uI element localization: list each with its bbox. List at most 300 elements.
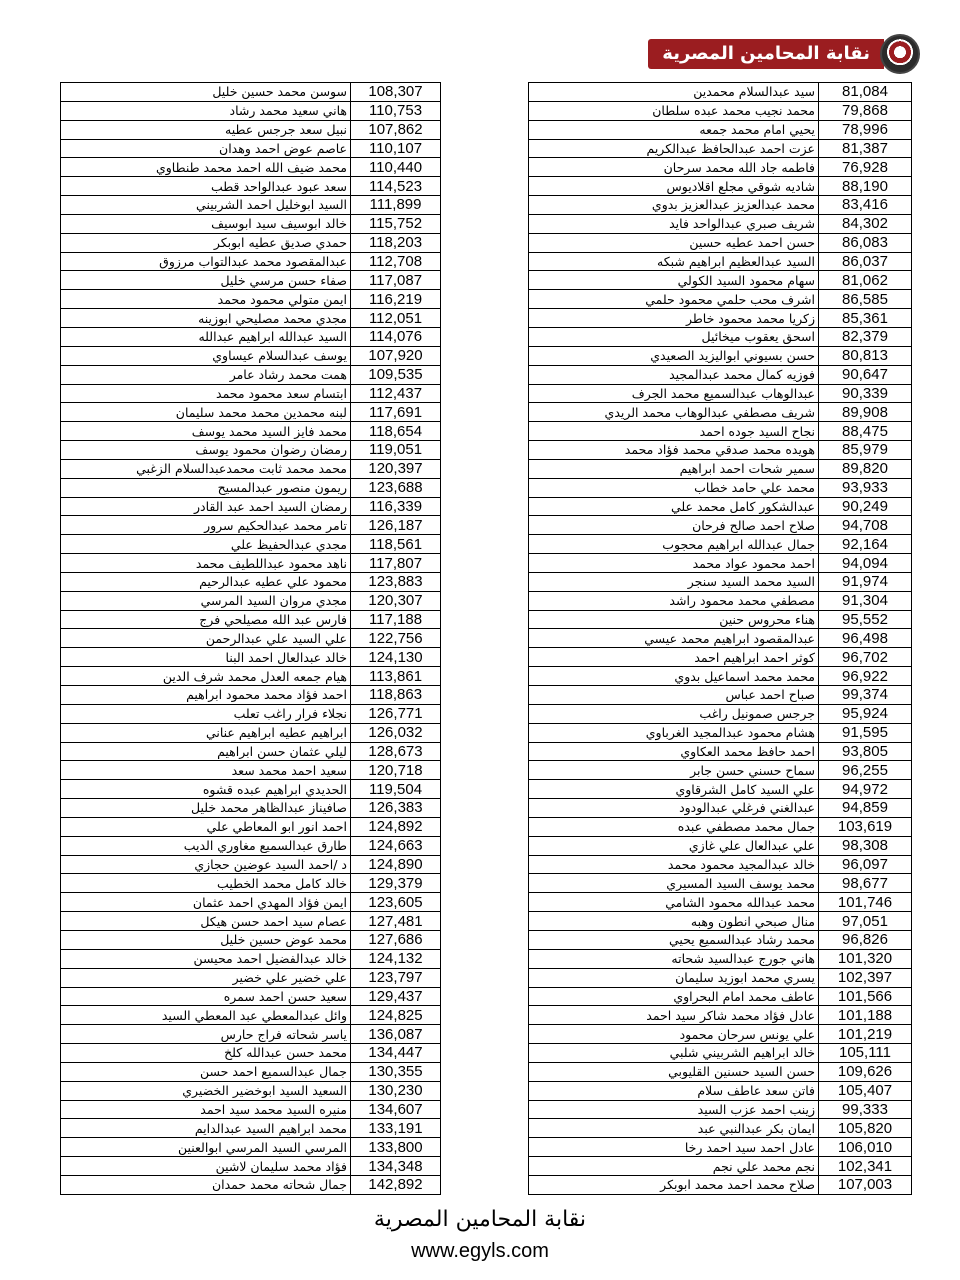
table-row <box>529 346 912 365</box>
registration-number: 98,308 <box>819 836 912 855</box>
member-name: صلاح احمد صالح فرحان <box>529 516 819 535</box>
table-row <box>61 403 441 422</box>
member-name: خالد عبدالعال احمد البنا <box>61 648 351 667</box>
table-row <box>61 459 441 478</box>
registration-number: 118,561 <box>351 535 441 554</box>
member-name: حسن بسيوني ابواليزيد الصعيدي <box>529 346 819 365</box>
member-name: محمد حسن عبدالله كلخ <box>61 1044 351 1063</box>
member-name: د /احمد السيد عوضين حجازي <box>61 855 351 874</box>
registration-number: 102,341 <box>819 1157 912 1176</box>
registration-number: 102,397 <box>819 968 912 987</box>
table-row <box>529 459 912 478</box>
registration-number: 96,498 <box>819 629 912 648</box>
registration-number: 97,051 <box>819 912 912 931</box>
table-row <box>61 1119 441 1138</box>
registration-number: 128,673 <box>351 742 441 761</box>
registration-number: 88,190 <box>819 177 912 196</box>
table-row <box>529 516 912 535</box>
member-name: علي يونس سرحان محمود <box>529 1025 819 1044</box>
registration-number: 76,928 <box>819 158 912 177</box>
table-row <box>529 648 912 667</box>
table-row <box>529 327 912 346</box>
registration-number: 96,702 <box>819 648 912 667</box>
table-row <box>61 893 441 912</box>
table-row <box>61 704 441 723</box>
table-row <box>529 667 912 686</box>
table-row <box>61 1138 441 1157</box>
table-row <box>61 478 441 497</box>
table-row <box>529 252 912 271</box>
table-row <box>61 233 441 252</box>
member-name: علي السيد علي عبدالرحمن <box>61 629 351 648</box>
table-row <box>529 704 912 723</box>
table-row <box>61 987 441 1006</box>
member-name: هاني سعيد محمد رشاد <box>61 101 351 120</box>
registration-number: 105,407 <box>819 1081 912 1100</box>
registration-number: 134,447 <box>351 1044 441 1063</box>
member-name: فؤاد محمد سليمان لاشين <box>61 1157 351 1176</box>
table-row <box>61 629 441 648</box>
registration-number: 120,397 <box>351 459 441 478</box>
table-row <box>529 912 912 931</box>
member-name: محمد محمد ثابت محمدعبدالسلام الزغبي <box>61 459 351 478</box>
member-name: جمال عبدالله ابراهيم محجوب <box>529 535 819 554</box>
table-row <box>61 535 441 554</box>
registration-number: 133,191 <box>351 1119 441 1138</box>
member-name: جمال عبدالسميع احمد حسن <box>61 1062 351 1081</box>
member-name: صافيناز عبدالظاهر محمد خليل <box>61 799 351 818</box>
member-name: السيد محمد السيد سنجر <box>529 572 819 591</box>
table-row <box>61 968 441 987</box>
right-list-table <box>528 82 912 1195</box>
registration-number: 86,083 <box>819 233 912 252</box>
table-row <box>61 158 441 177</box>
registration-number: 99,374 <box>819 686 912 705</box>
registration-number: 86,037 <box>819 252 912 271</box>
footer-url[interactable]: www.egyls.com <box>411 1240 549 1262</box>
table-row <box>61 290 441 309</box>
registration-number: 119,051 <box>351 441 441 460</box>
member-name: عبدالمقصود محمد عبدالتواب مرزوق <box>61 252 351 271</box>
member-name: ايمن متولي محمود محمد <box>61 290 351 309</box>
member-name: ياسر شحاته فراج حارس <box>61 1025 351 1044</box>
member-name: خالد عبدالمجيد محمود محمد <box>529 855 819 874</box>
registration-number: 107,862 <box>351 120 441 139</box>
registration-number: 94,708 <box>819 516 912 535</box>
registration-number: 124,890 <box>351 855 441 874</box>
table-row <box>529 309 912 328</box>
registration-number: 113,861 <box>351 667 441 686</box>
member-name: احمد حافظ محمد العكاوي <box>529 742 819 761</box>
table-row <box>61 686 441 705</box>
registration-number: 95,924 <box>819 704 912 723</box>
registration-number: 130,355 <box>351 1062 441 1081</box>
registration-number: 134,348 <box>351 1157 441 1176</box>
registration-number: 127,686 <box>351 930 441 949</box>
table-row <box>529 233 912 252</box>
member-name: صفاء حسن مرسي خليل <box>61 271 351 290</box>
registration-number: 96,826 <box>819 930 912 949</box>
table-row <box>61 1062 441 1081</box>
member-name: حمدي صديق عطيه ابوبكر <box>61 233 351 252</box>
table-row <box>61 441 441 460</box>
registration-number: 90,647 <box>819 365 912 384</box>
member-name: ليلي عثمان حسن ابراهيم <box>61 742 351 761</box>
registration-number: 91,304 <box>819 591 912 610</box>
registration-number: 82,379 <box>819 327 912 346</box>
registration-number: 123,605 <box>351 893 441 912</box>
member-name: جرجس صمونيل راغب <box>529 704 819 723</box>
registration-number: 118,863 <box>351 686 441 705</box>
registration-number: 81,084 <box>819 83 912 102</box>
registration-number: 105,111 <box>819 1044 912 1063</box>
table-row <box>529 686 912 705</box>
member-name: شريف مصطفي عبدالوهاب محمد الريدي <box>529 403 819 422</box>
registration-number: 94,859 <box>819 799 912 818</box>
registration-number: 110,107 <box>351 139 441 158</box>
table-row <box>61 912 441 931</box>
registration-number: 110,440 <box>351 158 441 177</box>
member-name: رمضان رضوان محمود يوسف <box>61 441 351 460</box>
member-name: منيره السيد محمد سيد احمد <box>61 1100 351 1119</box>
registration-number: 78,996 <box>819 120 912 139</box>
registration-number: 91,595 <box>819 723 912 742</box>
table-row <box>61 836 441 855</box>
table-row <box>529 761 912 780</box>
member-name: عادل احمد سيد احمد رخا <box>529 1138 819 1157</box>
registration-number: 93,933 <box>819 478 912 497</box>
registration-number: 103,619 <box>819 817 912 836</box>
member-name: احمد فؤاد محمد محمود ابراهيم <box>61 686 351 705</box>
table-row <box>529 120 912 139</box>
table-row <box>529 158 912 177</box>
table-row <box>61 1081 441 1100</box>
member-name: محمد فايز السيد محمد يوسف <box>61 422 351 441</box>
registration-number: 85,979 <box>819 441 912 460</box>
registration-number: 101,188 <box>819 1006 912 1025</box>
table-row <box>61 252 441 271</box>
member-name: محمود علي عطيه عبدالرحيم <box>61 572 351 591</box>
table-row <box>61 667 441 686</box>
member-name: علي خضير علي خضير <box>61 968 351 987</box>
registration-number: 112,051 <box>351 309 441 328</box>
registration-number: 114,076 <box>351 327 441 346</box>
member-name: خالد كامل محمد الخطيب <box>61 874 351 893</box>
member-name: اسحق يعقوب ميخائيل <box>529 327 819 346</box>
registration-number: 109,535 <box>351 365 441 384</box>
member-name: لبنه محمدين محمد محمد سليمان <box>61 403 351 422</box>
registration-number: 107,920 <box>351 346 441 365</box>
member-name: محمد عبدالله محمود الشامي <box>529 893 819 912</box>
member-name: ناهد محمود عبداللطيف محمد <box>61 554 351 573</box>
registration-number: 119,504 <box>351 780 441 799</box>
table-row <box>61 346 441 365</box>
registration-number: 101,566 <box>819 987 912 1006</box>
registration-number: 94,972 <box>819 780 912 799</box>
member-name: محمد ضيف الله احمد محمد طنطاوي <box>61 158 351 177</box>
registration-number: 92,164 <box>819 535 912 554</box>
table-row <box>529 742 912 761</box>
registration-number: 88,475 <box>819 422 912 441</box>
member-name: طارق عبدالسميع مغاوري الديب <box>61 836 351 855</box>
header <box>648 36 920 72</box>
table-row <box>529 1062 912 1081</box>
member-name: سمير شحات احمد ابراهيم <box>529 459 819 478</box>
member-name: سعيد حسن احمد سمره <box>61 987 351 1006</box>
member-name: خالد ابراهيم الشربيني شلبي <box>529 1044 819 1063</box>
table-row <box>61 139 441 158</box>
registration-number: 89,908 <box>819 403 912 422</box>
registration-number: 84,302 <box>819 214 912 233</box>
member-name: رمضان السيد احمد عبد القادر <box>61 497 351 516</box>
member-name: عبدالمقصود ابراهيم محمد عيسي <box>529 629 819 648</box>
registration-number: 96,922 <box>819 667 912 686</box>
member-name: همت محمد رشاد عامر <box>61 365 351 384</box>
registration-number: 124,825 <box>351 1006 441 1025</box>
member-name: مجدي محمد مصليحي ابوزينه <box>61 309 351 328</box>
table-row <box>61 1006 441 1025</box>
registration-number: 123,883 <box>351 572 441 591</box>
member-name: عزت احمد عبدالحافظ عبدالكريم <box>529 139 819 158</box>
table-row <box>529 497 912 516</box>
member-name: عصام سيد احمد حسن هيكل <box>61 912 351 931</box>
member-name: احمد محمود عواد محمد <box>529 554 819 573</box>
header-title: نقابة المحامين المصرية <box>648 39 884 69</box>
member-name: علي عبدالعال علي غازي <box>529 836 819 855</box>
registration-number: 120,718 <box>351 761 441 780</box>
member-name: جمال محمد مصطفي عبده <box>529 817 819 836</box>
member-name: نجم محمد علي نجم <box>529 1157 819 1176</box>
registration-number: 136,087 <box>351 1025 441 1044</box>
member-name: عبدالغني فرغلي عبدالودود <box>529 799 819 818</box>
member-name: جمال شحاته محمد حمدان <box>61 1175 351 1194</box>
member-name: محمد عبدالعزيز عبدالعزيز بدوي <box>529 196 819 215</box>
member-name: نبيل سعد جرجس عطيه <box>61 120 351 139</box>
table-row <box>529 1157 912 1176</box>
table-row <box>61 214 441 233</box>
table-row <box>529 629 912 648</box>
table-row <box>61 572 441 591</box>
registration-number: 117,087 <box>351 271 441 290</box>
table-row <box>61 855 441 874</box>
member-name: علي السيد كامل الشرقاوي <box>529 780 819 799</box>
table-row <box>529 1044 912 1063</box>
registration-number: 123,688 <box>351 478 441 497</box>
member-name: نجاح السيد جوده احمد <box>529 422 819 441</box>
table-row <box>529 855 912 874</box>
registration-number: 120,307 <box>351 591 441 610</box>
syndicate-logo-icon <box>880 34 920 74</box>
member-name: صلاح محمد احمد محمد ابوبكر <box>529 1175 819 1194</box>
registration-number: 81,062 <box>819 271 912 290</box>
member-name: يوسف عبدالسلام عيساوي <box>61 346 351 365</box>
registration-number: 80,813 <box>819 346 912 365</box>
table-row <box>61 1175 441 1194</box>
table-row <box>61 384 441 403</box>
table-row <box>61 930 441 949</box>
table-row <box>529 723 912 742</box>
member-name: حسن السيد حسنين القليوبي <box>529 1062 819 1081</box>
table-row <box>61 1025 441 1044</box>
registration-number: 129,379 <box>351 874 441 893</box>
member-name: عادل فؤاد محمد شاكر سيد احمد <box>529 1006 819 1025</box>
table-row <box>529 422 912 441</box>
member-name: يحيي امام محمد جمعه <box>529 120 819 139</box>
registration-number: 101,746 <box>819 893 912 912</box>
member-name: محمد نجيب محمد عبده سلطان <box>529 101 819 120</box>
table-row <box>61 196 441 215</box>
member-name: هيام جمعه العدل محمد شرف الدين <box>61 667 351 686</box>
table-row <box>61 101 441 120</box>
table-row <box>61 874 441 893</box>
member-name: زكريا محمد محمود خاطر <box>529 309 819 328</box>
member-name: ابراهيم عطيه ابراهيم عناني <box>61 723 351 742</box>
registration-number: 114,523 <box>351 177 441 196</box>
member-name: السيد ابوخليل احمد الشربيني <box>61 196 351 215</box>
table-row <box>61 309 441 328</box>
registration-number: 86,585 <box>819 290 912 309</box>
registration-number: 116,339 <box>351 497 441 516</box>
registration-number: 126,187 <box>351 516 441 535</box>
member-name: سعد عبود عبدالواحد قطب <box>61 177 351 196</box>
table-row <box>529 290 912 309</box>
table-row <box>529 799 912 818</box>
table-row <box>529 177 912 196</box>
member-name: احمد انور ابو المعاطي علي <box>61 817 351 836</box>
registration-number: 81,387 <box>819 139 912 158</box>
table-row <box>529 930 912 949</box>
member-name: منال صبحي انطون وهبه <box>529 912 819 931</box>
registration-number: 118,203 <box>351 233 441 252</box>
registration-number: 112,708 <box>351 252 441 271</box>
registration-number: 96,097 <box>819 855 912 874</box>
table-row <box>529 572 912 591</box>
registration-number: 91,974 <box>819 572 912 591</box>
table-row <box>529 1081 912 1100</box>
member-name: تامر محمد عبدالحكيم سرور <box>61 516 351 535</box>
table-row <box>61 83 441 102</box>
member-name: اشرف محب حلمي محمود حلمي <box>529 290 819 309</box>
member-name: خالد عبدالفضيل احمد محيسن <box>61 949 351 968</box>
member-name: مجدي عبدالحفيظ علي <box>61 535 351 554</box>
table-row <box>61 591 441 610</box>
table-row <box>61 271 441 290</box>
table-row <box>61 1100 441 1119</box>
table-row <box>61 723 441 742</box>
registration-number: 96,255 <box>819 761 912 780</box>
member-name: عاصم عوض احمد وهدان <box>61 139 351 158</box>
registration-number: 79,868 <box>819 101 912 120</box>
table-row <box>529 1138 912 1157</box>
table-row <box>61 610 441 629</box>
registration-number: 116,219 <box>351 290 441 309</box>
member-name: ايمان بكر عبدالنبي عبد <box>529 1119 819 1138</box>
table-row <box>529 196 912 215</box>
table-row <box>61 1044 441 1063</box>
registration-number: 115,752 <box>351 214 441 233</box>
member-name: فوزيه كمال محمد عبدالمجيد <box>529 365 819 384</box>
member-name: فارس عبد الله مصيلحي فرج <box>61 610 351 629</box>
registration-number: 107,003 <box>819 1175 912 1194</box>
registration-number: 142,892 <box>351 1175 441 1194</box>
member-name: هناء محروس حنين <box>529 610 819 629</box>
registration-number: 109,626 <box>819 1062 912 1081</box>
registration-number: 117,807 <box>351 554 441 573</box>
table-row <box>61 422 441 441</box>
registration-number: 83,416 <box>819 196 912 215</box>
table-row <box>529 817 912 836</box>
registration-number: 124,132 <box>351 949 441 968</box>
member-name: ايمن فؤاد المهدي احمد عثمان <box>61 893 351 912</box>
table-row <box>529 384 912 403</box>
registration-number: 101,219 <box>819 1025 912 1044</box>
registration-number: 130,230 <box>351 1081 441 1100</box>
member-name: شاديه شوقي مجلع اقلاديوس <box>529 177 819 196</box>
member-name: هشام محمود عبدالمجيد الغرباوي <box>529 723 819 742</box>
member-name: محمد ابراهيم السيد عبدالدايم <box>61 1119 351 1138</box>
table-row <box>529 780 912 799</box>
registration-number: 118,654 <box>351 422 441 441</box>
table-row <box>529 478 912 497</box>
table-row <box>529 441 912 460</box>
registration-number: 90,249 <box>819 497 912 516</box>
member-name: صباح احمد عباس <box>529 686 819 705</box>
table-row <box>529 101 912 120</box>
table-row <box>61 516 441 535</box>
table-row <box>529 968 912 987</box>
table-row <box>61 780 441 799</box>
registration-number: 106,010 <box>819 1138 912 1157</box>
member-name: عبدالوهاب عبدالسميع محمد الجرف <box>529 384 819 403</box>
member-name: سيد عبدالسلام محمدين <box>529 83 819 102</box>
table-row <box>61 497 441 516</box>
member-name: فاطمه جاد الله محمد سرحان <box>529 158 819 177</box>
registration-number: 126,771 <box>351 704 441 723</box>
table-row <box>529 403 912 422</box>
registration-number: 99,333 <box>819 1100 912 1119</box>
member-name: ابتسام سعد محمود محمد <box>61 384 351 403</box>
member-name: محمد عوض حسين خليل <box>61 930 351 949</box>
registration-number: 105,820 <box>819 1119 912 1138</box>
table-row <box>61 120 441 139</box>
registration-number: 117,691 <box>351 403 441 422</box>
registration-number: 117,188 <box>351 610 441 629</box>
table-row <box>529 554 912 573</box>
table-row <box>529 874 912 893</box>
member-name: سماح حسني حسن جابر <box>529 761 819 780</box>
member-name: سهام محمود السيد الكولي <box>529 271 819 290</box>
member-name: السيد عبدالله ابراهيم عبدالله <box>61 327 351 346</box>
member-name: شريف صبري عبدالواحد فايد <box>529 214 819 233</box>
registration-number: 110,753 <box>351 101 441 120</box>
registration-number: 124,892 <box>351 817 441 836</box>
table-row <box>61 327 441 346</box>
table-row <box>61 177 441 196</box>
table-row <box>61 554 441 573</box>
member-name: نجلاء فرار راغب تعلب <box>61 704 351 723</box>
table-row <box>529 610 912 629</box>
registration-number: 112,437 <box>351 384 441 403</box>
member-name: زينب احمد عزب السيد <box>529 1100 819 1119</box>
table-row <box>529 365 912 384</box>
registration-number: 101,320 <box>819 949 912 968</box>
member-name: الحديدي ابراهيم عبده قشوه <box>61 780 351 799</box>
registration-number: 90,339 <box>819 384 912 403</box>
member-name: محمد رشاد عبدالسميع يحيي <box>529 930 819 949</box>
registration-number: 124,130 <box>351 648 441 667</box>
table-row <box>529 1006 912 1025</box>
member-name: محمد علي حامد خطاب <box>529 478 819 497</box>
